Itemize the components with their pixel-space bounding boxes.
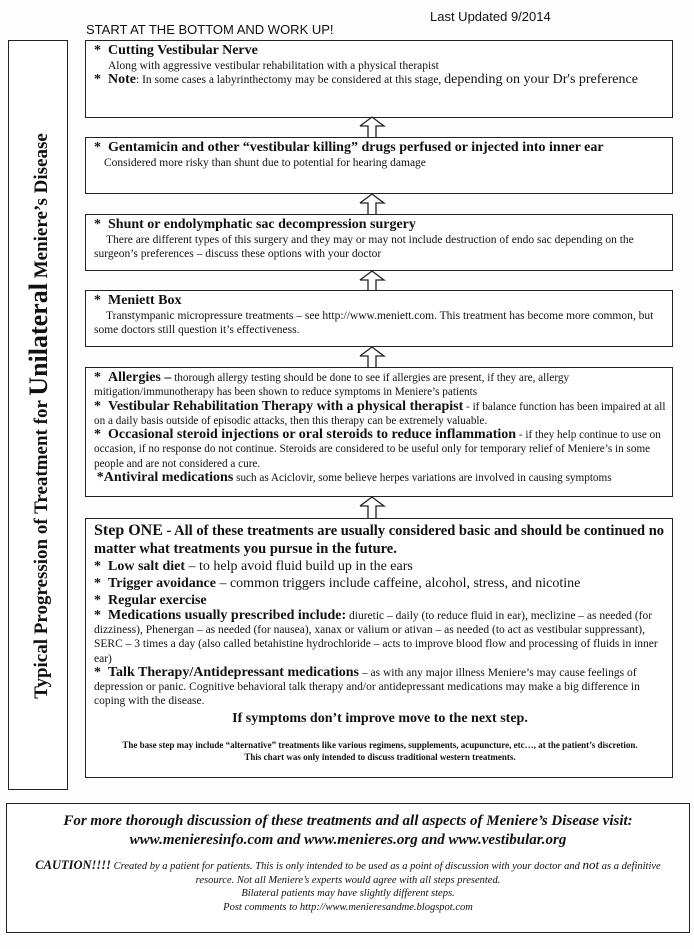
item-title: Low salt diet [108, 559, 185, 574]
item-text: - if balance function has been impaired at all on a daily basis outside of episodic attacks, then this therapy can be extremely valuable. [94, 400, 666, 427]
up-arrow-icon [358, 193, 386, 215]
list-item: * Vestibular Rehabilitation Therapy with a physical therapist - if balance function has been impaired at all on a daily basis outside of episodic attacks, then this therapy can be extremely valuable. [94, 398, 666, 427]
list-item: * Gentamicin and other “vestibular killing” drugs perfused or injected into inner ear [94, 140, 604, 155]
item-text: – to help avoid fluid build up in the ears [185, 559, 413, 574]
item-text: thorough allergy testing should be done to see if allergies are present, if they are, allergy mitigation/immunotherapy has been shown to reduce symptoms in Meniere’s patients [94, 372, 570, 399]
step-box-gentamicin [85, 137, 673, 194]
item-title: Vestibular Rehabilitation Therapy with a physical therapist [108, 398, 464, 414]
item-title: Antiviral medications [103, 470, 234, 486]
list-item: * Low salt diet – to help avoid fluid build up in the ears [94, 559, 413, 574]
item-title: Gentamicin and other “vestibular killing” drugs perfused or injected into inner ear [108, 140, 604, 155]
caution-line: as a definitive resource. Not all Meniere’s experts would agree with all steps presented. [195, 861, 661, 886]
list-item: *Antiviral medications such as Aciclovir, some believe herpes variations are involved in causing symptoms [96, 470, 612, 486]
item-text: Along with aggressive vestibular rehabilitation with a physical therapist [108, 59, 439, 72]
title-part: Meniere’s Disease [31, 133, 52, 284]
last-updated: Last Updated 9/2014 [430, 9, 551, 24]
item-title: Cutting Vestibular Nerve [108, 43, 258, 58]
side-title-box [8, 40, 68, 790]
item-title: Allergies – [108, 370, 172, 385]
list-item: * Talk Therapy/Antidepressant medications – as with any major illness Meniere’s may cause feelings of depression or panic. Cognitive behavioral talk therapy and/or antidepressant medications may make a big difference in coping with the disease. [94, 664, 640, 708]
up-arrow-icon [358, 270, 386, 292]
title-part: Typical Progression of Treatment for [31, 395, 52, 699]
step-box-meniett [85, 290, 673, 347]
list-item: * Regular exercise [94, 593, 207, 608]
item-title: Trigger avoidance [108, 576, 216, 591]
item-text: Transtympanic micropressure treatments – see http://www.meniett.com. This treatment has become more common, but some doctors still question it’s effectiveness. [94, 309, 654, 336]
item-text: - if they help continue to use on occasion, if no response do not continue. Steroids are considered to be useful only for temporary relief of Meniere’s in some people and are not considered a cure. [94, 429, 661, 470]
list-item: * Allergies – thorough allergy testing should be done to see if allergies are present, if they are, allergy mitigation/immunotherapy has been shown to reduce symptoms in Meniere’s patients [94, 370, 570, 399]
list-item: * Meniett Box [94, 293, 182, 308]
item-text: depending on your Dr's preference [444, 72, 638, 87]
list-item: * Cutting Vestibular Nerve [94, 43, 258, 58]
next-step-note: If symptoms don’t improve move to the next step. [232, 711, 528, 727]
item-title: Shunt or endolymphatic sac decompression surgery [108, 217, 416, 232]
up-arrow-icon [358, 346, 386, 368]
item-title: Regular exercise [108, 593, 207, 608]
heading-text: - All of these treatments are usually considered basic and should be continued no matter what treatments you pursue in the future. [94, 523, 665, 557]
item-text: There are different types of this surgery and they may or may not include destruction of endo sac depending on the surgeon’s preferences – discuss these options with your doctor [94, 233, 634, 260]
alternative-note: The base step may include “alternative” treatments like various regimens, supplements, acupuncture, etc…, at the patient’s discretion. This chart was only intended to discuss traditional western treatments. [122, 739, 638, 762]
item-title: Note [108, 72, 136, 87]
item-text: Considered more risky than shunt due to potential for hearing damage [104, 156, 426, 169]
step-box-shunt [85, 214, 673, 271]
up-arrow-icon [358, 496, 386, 518]
title-emphasis: Unilateral [24, 283, 53, 396]
list-item: * Note: In some cases a labyrinthectomy may be considered at this stage, depending on your Dr's preference [94, 72, 638, 87]
caution-text [7, 858, 689, 887]
step-one-heading [94, 522, 666, 558]
comments-link[interactable]: Post comments to http://www.menieresandme.blogspot.com [223, 901, 473, 913]
list-item: * Trigger avoidance – common triggers include caffeine, alcohol, stress, and nicotine [94, 576, 581, 591]
step-box-step-two [85, 367, 673, 497]
up-arrow-icon [358, 116, 386, 138]
item-title: Occasional steroid injections or oral steroids to reduce inflammation [108, 427, 517, 443]
item-text: diuretic – daily (to reduce fluid in ear), meclizine – as needed (for dizziness), Phenergan – as needed (for nausea), xanax or valium or ativan – as needed (to act as vestibular suppressant), SERC – 3 times a day (also called betahistine hydrochloride – acts to improve blood flow and processing of fluids in inner ear) [94, 610, 658, 665]
item-title: Medications usually prescribed include: [108, 608, 347, 623]
list-item: * Medications usually prescribed include: diuretic – daily (to reduce fluid in ear), meclizine – as needed (for dizziness), Phenergan – as needed (for nausea), xanax or valium or ativan – as needed (to act as vestibular suppressant), SERC – 3 times a day (also called betahistine hydrochloride – acts to improve blood flow and processing of fluids in inner ear) [94, 608, 658, 665]
caution-not: not [582, 857, 600, 872]
step-box-step-one [85, 518, 673, 778]
item-title: Meniett Box [108, 293, 182, 308]
step-box-nerve-cutting [85, 40, 673, 118]
instruction: START AT THE BOTTOM AND WORK UP! [86, 22, 334, 37]
side-title [24, 41, 54, 791]
bilateral-note: Bilateral patients may have slightly different steps. [241, 888, 455, 899]
caution-line: Created by a patient for patients. This is only intended to be used as a point of discussion with your doctor and [111, 861, 583, 872]
item-text: – as with any major illness Meniere’s may cause feelings of depression or panic. Cognitive behavioral talk therapy and/or antidepressant medications may make a big difference in coping with the disease. [94, 666, 640, 708]
item-text: such as Aciclovir, some believe herpes variations are involved in causing symptoms [233, 472, 612, 485]
item-title: Talk Therapy/Antidepressant medications [108, 664, 360, 680]
footer-links: www.menieresinfo.com and www.menieres.org and www.vestibular.org [129, 832, 567, 848]
footer-box [6, 803, 690, 933]
caution-label: CAUTION!!!! [35, 858, 112, 872]
heading-label: Step ONE [94, 522, 163, 539]
list-item: * Occasional steroid injections or oral steroids to reduce inflammation - if they help continue to use on occasion, if no response do not continue. Steroids are considered to be useful only for temporary relief of Meniere’s in some people and are not considered a cure. [94, 427, 661, 470]
footer-heading: For more thorough discussion of these treatments and all aspects of Meniere’s Disease visit: [63, 813, 633, 829]
item-text: : In some cases a labyrinthectomy may be considered at this stage, [136, 74, 445, 86]
item-text: – common triggers include caffeine, alcohol, stress, and nicotine [215, 576, 581, 591]
list-item: * Shunt or endolymphatic sac decompression surgery [94, 217, 416, 232]
